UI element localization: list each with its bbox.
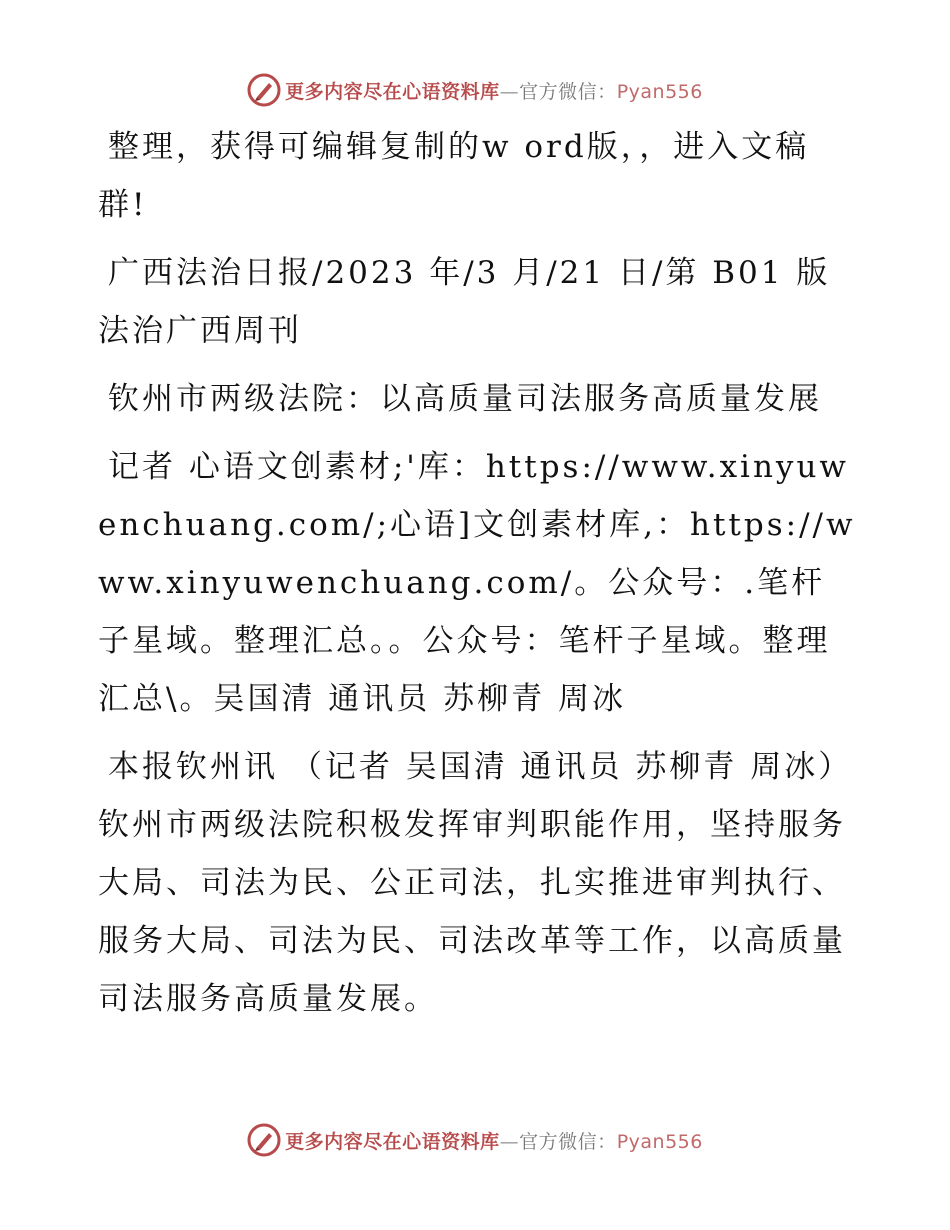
- banner-wechat-label: 官方微信：: [519, 1130, 617, 1153]
- banner-text: [285, 1127, 703, 1154]
- banner-main-text: 更多内容尽在心语资料库: [285, 80, 500, 103]
- banner-separator: —: [499, 80, 520, 103]
- document-body: [98, 118, 858, 1038]
- source-line: 广西法治日报/2023 年/3 月/21 日/第 B01 版法治广西周刊: [98, 255, 831, 349]
- banner-wechat-label: 官方微信：: [519, 80, 617, 103]
- body-paragraph: 本报钦州讯 （记者 吴国清 通讯员 苏柳青 周冰）钦州市两级法院积极发挥审判职能作用，坚持服务大局、司法为民、公正司法，扎实推进审判执行、服务大局、司法为民、司法改革等工作，以高质量司法服务高质量发展。: [98, 749, 853, 1017]
- pen-logo-icon: [247, 1123, 281, 1157]
- article-title: 钦州市两级法院：以高质量司法服务高质量发展: [108, 381, 822, 417]
- header-banner: [0, 70, 950, 110]
- pen-logo-icon: [247, 73, 281, 107]
- intro-paragraph: 整理，获得可编辑复制的w ord版，，进入文稿群!: [98, 129, 810, 223]
- banner-wechat-id: Pyan556: [616, 1130, 703, 1153]
- banner-text: [285, 77, 703, 104]
- footer-banner: [0, 1120, 950, 1160]
- banner-main-text: 更多内容尽在心语资料库: [285, 1130, 500, 1153]
- banner-wechat-id: Pyan556: [616, 80, 703, 103]
- byline-paragraph: 记者 心语文创素材;'库：https://www.xinyuwenchuang.com/;心语]文创素材库,：https://www.xinyuwenchuang.com/。公众号：.笔杆子星域。整理汇总。。公众号：笔杆子星域。整理汇总\。吴国清 通讯员 苏柳青 周冰: [98, 449, 856, 717]
- banner-separator: —: [499, 1130, 520, 1153]
